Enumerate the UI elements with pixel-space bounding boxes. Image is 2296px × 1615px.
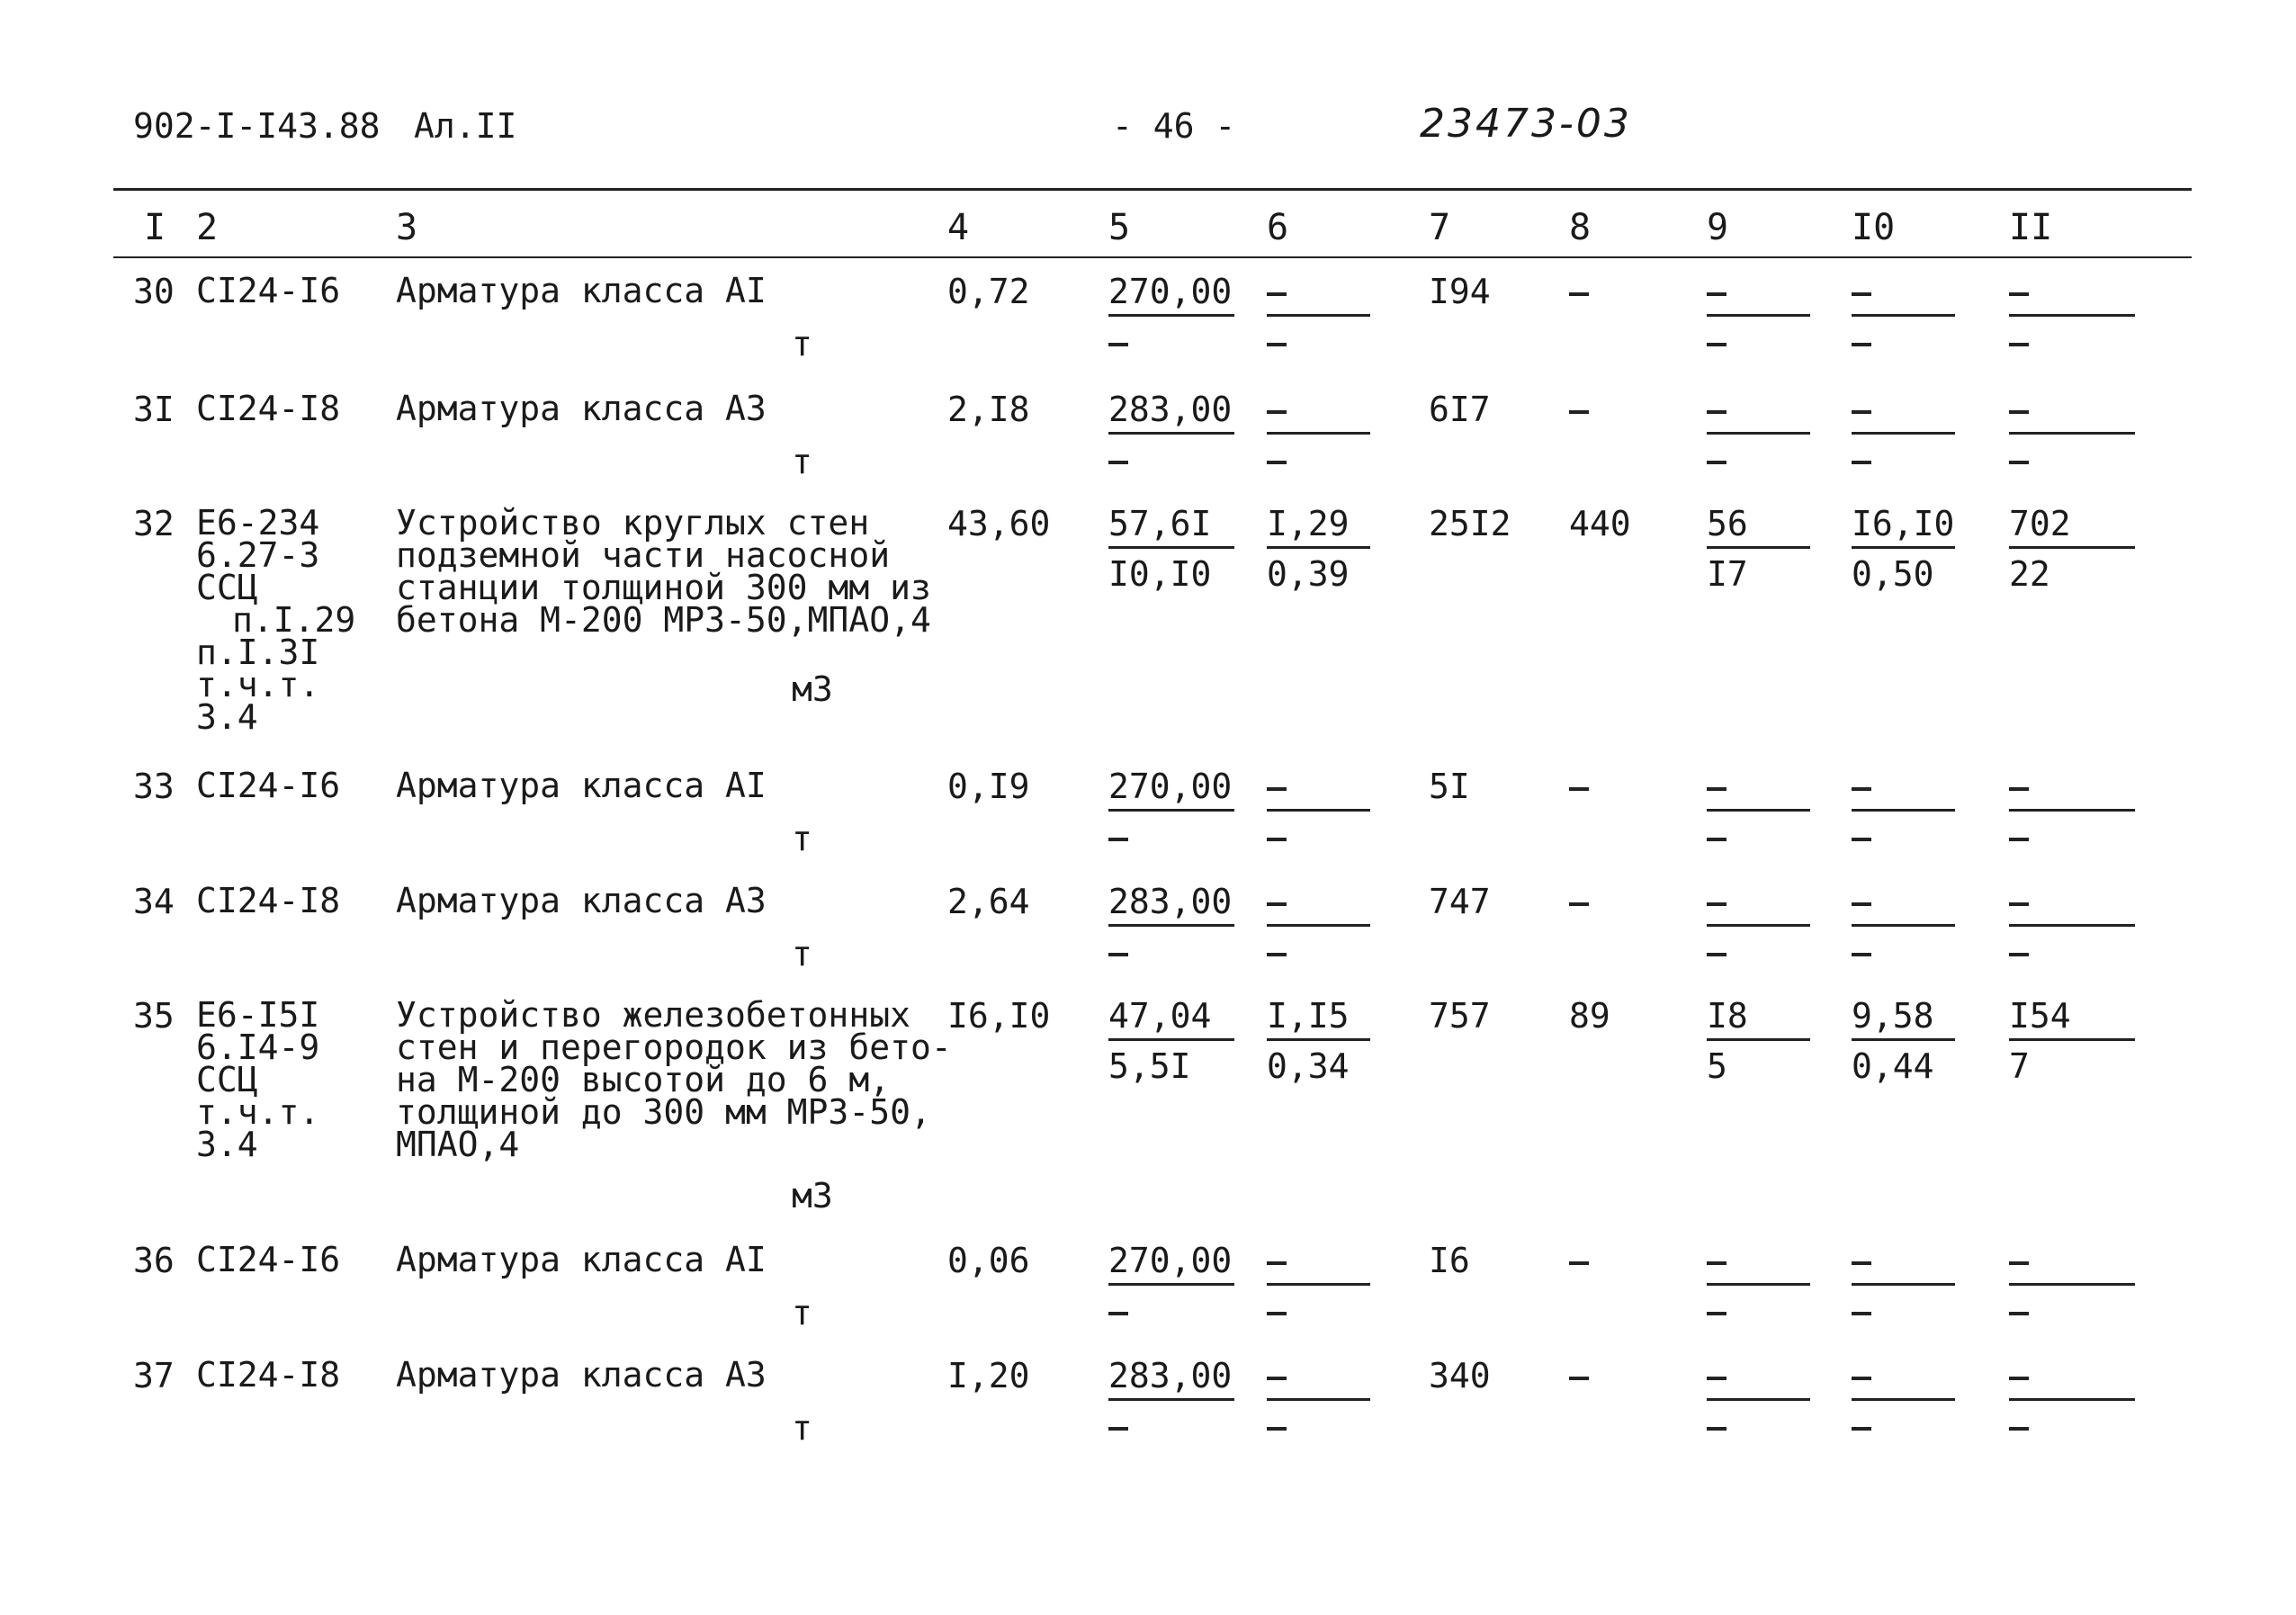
col-10-numerator xyxy=(1852,274,1872,309)
col-9-numerator xyxy=(1707,1243,1727,1278)
blank-dash-top xyxy=(2009,787,2029,791)
blank-dash-bottom xyxy=(2009,1427,2029,1431)
column-header-9: 9 xyxy=(1707,207,1729,248)
quantity: 2,64 xyxy=(947,882,1030,921)
blank-dash-bottom xyxy=(1852,1312,1871,1315)
fraction-bar xyxy=(2009,432,2135,435)
blank-dash-top xyxy=(1852,1377,1871,1380)
work-description-line: Арматура класса АI xyxy=(396,271,767,310)
blank-dash-bottom xyxy=(1707,838,1726,841)
col-11-numerator xyxy=(2009,392,2030,426)
fraction-bar xyxy=(1707,1283,1810,1286)
col-9-denominator xyxy=(1707,1409,1727,1443)
col-11-denominator xyxy=(2009,325,2030,359)
col-6-denominator xyxy=(1267,935,1287,969)
fraction-bar xyxy=(1707,314,1810,317)
column-header-4: 4 xyxy=(947,207,970,248)
fraction-bar xyxy=(2009,546,2135,549)
blank-dash xyxy=(1569,1261,1589,1265)
blank-dash-top xyxy=(2009,292,2029,296)
row-number: 37 xyxy=(133,1356,175,1395)
col-11-numerator: I54 xyxy=(2009,996,2071,1036)
work-description-line: Арматура класса АI xyxy=(396,1240,767,1279)
col-7-value: 6I7 xyxy=(1429,390,1491,429)
blank-dash-top xyxy=(2009,1261,2029,1265)
blank-dash-top xyxy=(1852,292,1871,296)
fraction-bar xyxy=(1108,314,1234,317)
fraction-bar xyxy=(1852,1283,1955,1286)
blank-dash-top xyxy=(1852,1261,1871,1265)
col-11-denominator xyxy=(2009,935,2030,969)
work-description-line: станции толщиной 300 мм из xyxy=(396,568,931,607)
fraction-bar xyxy=(2009,1283,2135,1286)
col-10-numerator: I6,I0 xyxy=(1852,504,1955,543)
blank-dash xyxy=(1569,292,1589,296)
col-6-numerator: I,29 xyxy=(1267,504,1350,543)
blank-dash-top xyxy=(1852,902,1871,906)
column-header-7: 7 xyxy=(1429,207,1451,248)
rate-code-line: CI24-I6 xyxy=(196,766,341,805)
col-6-denominator xyxy=(1267,325,1287,359)
unit-of-measure: т xyxy=(792,1293,812,1332)
fraction-bar xyxy=(1852,432,1955,435)
fraction-bar xyxy=(1852,924,1955,927)
work-description-line: Арматура класса А3 xyxy=(396,1355,767,1395)
col-6-numerator xyxy=(1267,884,1287,919)
col-9-denominator: 5 xyxy=(1707,1046,1727,1086)
col-5-numerator: 270,00 xyxy=(1108,1241,1233,1280)
col-9-numerator xyxy=(1707,274,1727,309)
col-8-value: 440 xyxy=(1569,504,1631,543)
column-header-10: I0 xyxy=(1852,207,1896,248)
rate-code-line: Е6-I5I xyxy=(196,995,320,1035)
col-11-denominator: 22 xyxy=(2009,554,2050,594)
blank-dash-top xyxy=(1707,787,1726,791)
fraction-bar xyxy=(1267,546,1370,549)
col-6-numerator xyxy=(1267,392,1287,426)
fraction-bar xyxy=(2009,314,2135,317)
col-10-denominator: 0,50 xyxy=(1852,554,1934,594)
col-10-numerator xyxy=(1852,1243,1872,1278)
work-description-line: Арматура класса А3 xyxy=(396,881,767,920)
fraction-bar xyxy=(1707,432,1810,435)
blank-dash-top xyxy=(2009,410,2029,414)
blank-dash-bottom xyxy=(2009,1312,2029,1315)
rate-code-line: 3.4 xyxy=(196,697,258,737)
fraction-bar xyxy=(1108,924,1234,927)
row-number: 32 xyxy=(133,504,175,543)
col-5-denominator xyxy=(1108,443,1129,477)
col-9-numerator xyxy=(1707,1359,1727,1393)
col-5-numerator: 270,00 xyxy=(1108,272,1233,311)
quantity: 0,72 xyxy=(947,272,1030,311)
rate-code-line: п.I.3I xyxy=(196,633,320,672)
column-header-11: II xyxy=(2009,207,2053,248)
col-5-numerator: 270,00 xyxy=(1108,767,1233,806)
quantity: I6,I0 xyxy=(947,996,1051,1036)
blank-dash xyxy=(1569,787,1589,791)
col-6-denominator xyxy=(1267,1294,1287,1328)
col-9-denominator xyxy=(1707,1294,1727,1328)
col-8-value xyxy=(1569,1359,1590,1393)
col-10-numerator xyxy=(1852,1359,1872,1393)
blank-dash-top xyxy=(1707,410,1726,414)
col-7-value: I6 xyxy=(1429,1241,1470,1280)
work-description-line: на М-200 высотой до 6 м, xyxy=(396,1060,891,1099)
col-8-value xyxy=(1569,769,1590,803)
blank-dash-bottom xyxy=(2009,953,2029,956)
rate-code-line: CI24-I8 xyxy=(196,881,341,920)
col-5-numerator: 57,6I xyxy=(1108,504,1212,543)
col-11-denominator xyxy=(2009,820,2030,854)
col-7-value: 5I xyxy=(1429,767,1470,806)
blank-dash-bottom xyxy=(2009,343,2029,346)
header-bottom-rule xyxy=(113,256,2192,258)
col-9-denominator: I7 xyxy=(1707,554,1748,594)
quantity: I,20 xyxy=(947,1356,1030,1395)
col-10-denominator xyxy=(1852,935,1872,969)
column-header-2: 2 xyxy=(196,207,219,248)
rate-code-line: CI24-I6 xyxy=(196,1240,341,1279)
blank-dash-bottom xyxy=(1108,1427,1128,1431)
fraction-bar xyxy=(1852,314,1955,317)
col-7-value: I94 xyxy=(1429,272,1491,311)
blank-dash-top xyxy=(1852,410,1871,414)
col-10-numerator: 9,58 xyxy=(1852,996,1934,1036)
col-9-numerator xyxy=(1707,392,1727,426)
column-header-5: 5 xyxy=(1108,207,1131,248)
blank-dash-bottom xyxy=(1707,1312,1726,1315)
table-top-rule xyxy=(113,188,2192,191)
blank-dash-bottom xyxy=(1108,838,1128,841)
rate-code-line: CI24-I8 xyxy=(196,389,341,428)
blank-dash-bottom xyxy=(1108,343,1128,346)
unit-of-measure: т xyxy=(792,442,812,481)
col-9-numerator: 56 xyxy=(1707,504,1748,543)
blank-dash-top xyxy=(1267,787,1287,791)
blank-dash-bottom xyxy=(1707,953,1726,956)
row-number: 36 xyxy=(133,1241,175,1280)
blank-dash-bottom xyxy=(1852,343,1871,346)
col-9-denominator xyxy=(1707,820,1727,854)
blank-dash-bottom xyxy=(1267,953,1287,956)
col-9-denominator xyxy=(1707,325,1727,359)
col-8-value xyxy=(1569,392,1590,426)
col-11-numerator xyxy=(2009,274,2030,309)
fraction-bar xyxy=(1707,1398,1810,1401)
col-11-denominator xyxy=(2009,1294,2030,1328)
col-6-numerator: I,I5 xyxy=(1267,996,1350,1036)
fraction-bar xyxy=(2009,924,2135,927)
col-9-denominator xyxy=(1707,935,1727,969)
blank-dash xyxy=(1569,1377,1589,1380)
work-description-line: Устройство железобетонных xyxy=(396,995,910,1035)
rate-code-line: CI24-I6 xyxy=(196,271,341,310)
fraction-bar xyxy=(1267,924,1370,927)
blank-dash-top xyxy=(1707,902,1726,906)
col-10-denominator xyxy=(1852,325,1872,359)
col-8-value xyxy=(1569,274,1590,309)
blank-dash-top xyxy=(1267,1261,1287,1265)
quantity: 43,60 xyxy=(947,504,1051,543)
col-11-numerator xyxy=(2009,769,2030,803)
work-description-line: толщиной до 300 мм МРЗ-50, xyxy=(396,1092,931,1132)
fraction-bar xyxy=(1707,924,1810,927)
col-11-denominator: 7 xyxy=(2009,1046,2030,1086)
col-11-numerator xyxy=(2009,884,2030,919)
col-8-value xyxy=(1569,884,1590,919)
blank-dash-bottom xyxy=(1852,838,1871,841)
blank-dash-bottom xyxy=(1707,343,1726,346)
col-6-denominator xyxy=(1267,1409,1287,1443)
fraction-bar xyxy=(1707,809,1810,812)
col-5-numerator: 283,00 xyxy=(1108,1356,1233,1395)
fraction-bar xyxy=(1267,1398,1370,1401)
col-9-numerator xyxy=(1707,884,1727,919)
rate-code-line: п.I.29 xyxy=(232,600,356,640)
col-6-denominator: 0,34 xyxy=(1267,1046,1350,1086)
blank-dash-top xyxy=(1852,787,1871,791)
col-6-numerator xyxy=(1267,769,1287,803)
quantity: 0,06 xyxy=(947,1241,1030,1280)
fraction-bar xyxy=(1108,1283,1234,1286)
blank-dash-top xyxy=(2009,902,2029,906)
col-5-denominator xyxy=(1108,935,1129,969)
fraction-bar xyxy=(1108,1038,1234,1041)
col-5-denominator xyxy=(1108,1409,1129,1443)
col-10-numerator xyxy=(1852,884,1872,919)
fraction-bar xyxy=(1852,809,1955,812)
col-10-denominator xyxy=(1852,443,1872,477)
fraction-bar xyxy=(1108,546,1234,549)
work-description-line: Арматура класса А3 xyxy=(396,389,767,428)
col-9-numerator xyxy=(1707,769,1727,803)
blank-dash-top xyxy=(1707,1261,1726,1265)
fraction-bar xyxy=(1267,432,1370,435)
col-8-value: 89 xyxy=(1569,996,1610,1036)
work-description-line: бетона М-200 МРЗ-50,МПАО,4 xyxy=(396,600,931,640)
column-header-3: 3 xyxy=(396,207,418,248)
col-7-value: 25I2 xyxy=(1429,504,1511,543)
col-6-denominator xyxy=(1267,820,1287,854)
blank-dash-top xyxy=(1707,1377,1726,1380)
fraction-bar xyxy=(1852,546,1955,549)
unit-of-measure: т xyxy=(792,819,812,858)
col-6-denominator xyxy=(1267,443,1287,477)
col-10-numerator xyxy=(1852,392,1872,426)
column-header-8: 8 xyxy=(1569,207,1592,248)
blank-dash-bottom xyxy=(1852,1427,1871,1431)
rate-code-line: 6.I4-9 xyxy=(196,1027,320,1067)
fraction-bar xyxy=(1108,809,1234,812)
fraction-bar xyxy=(1707,1038,1810,1041)
document-code: 902-I-I43.88 xyxy=(133,106,381,146)
row-number: 3I xyxy=(133,390,175,429)
work-description-line: Арматура класса АI xyxy=(396,766,767,805)
blank-dash-bottom xyxy=(1108,461,1128,464)
col-11-numerator xyxy=(2009,1359,2030,1393)
row-number: 30 xyxy=(133,272,175,311)
fraction-bar xyxy=(1267,1038,1370,1041)
fraction-bar xyxy=(2009,1038,2135,1041)
row-number: 35 xyxy=(133,996,175,1036)
fraction-bar xyxy=(1707,546,1810,549)
rate-code-line: CI24-I8 xyxy=(196,1355,341,1395)
col-5-denominator: 5,5I xyxy=(1108,1046,1191,1086)
blank-dash-top xyxy=(2009,1377,2029,1380)
quantity: 0,I9 xyxy=(947,767,1030,806)
fraction-bar xyxy=(1852,1398,1955,1401)
rate-code-line: 3.4 xyxy=(196,1125,258,1164)
fraction-bar xyxy=(2009,809,2135,812)
col-6-numerator xyxy=(1267,1359,1287,1393)
col-5-denominator xyxy=(1108,325,1129,359)
column-header-6: 6 xyxy=(1267,207,1289,248)
rate-code-line: т.ч.т. xyxy=(196,1092,320,1132)
unit-of-measure: т xyxy=(792,324,812,363)
col-5-denominator: I0,I0 xyxy=(1108,554,1212,594)
col-8-value xyxy=(1569,1243,1590,1278)
unit-of-measure: м3 xyxy=(792,669,833,709)
rate-code-line: 6.27-3 xyxy=(196,535,320,575)
col-11-numerator xyxy=(2009,1243,2030,1278)
fraction-bar xyxy=(1267,809,1370,812)
row-number: 34 xyxy=(133,882,175,921)
inventory-number: 23473-03 xyxy=(1420,101,1632,147)
blank-dash-top xyxy=(1267,902,1287,906)
blank-dash xyxy=(1569,902,1589,906)
row-number: 33 xyxy=(133,767,175,806)
col-10-denominator xyxy=(1852,820,1872,854)
col-10-numerator xyxy=(1852,769,1872,803)
blank-dash-bottom xyxy=(1267,461,1287,464)
blank-dash-bottom xyxy=(1267,1427,1287,1431)
work-description-line: подземной части насосной xyxy=(396,535,891,575)
blank-dash-top xyxy=(1267,410,1287,414)
col-5-numerator: 47,04 xyxy=(1108,996,1212,1036)
col-5-numerator: 283,00 xyxy=(1108,882,1233,921)
fraction-bar xyxy=(1267,314,1370,317)
blank-dash-top xyxy=(1267,292,1287,296)
rate-code-line: ССЦ xyxy=(196,1060,258,1099)
unit-of-measure: т xyxy=(792,1408,812,1448)
page-number: - 46 - xyxy=(1112,106,1236,146)
blank-dash-bottom xyxy=(1852,953,1871,956)
work-description-line: Устройство круглых стен xyxy=(396,503,870,543)
blank-dash-bottom xyxy=(1852,461,1871,464)
rate-code-line: ССЦ xyxy=(196,568,258,607)
col-5-denominator xyxy=(1108,820,1129,854)
unit-of-measure: м3 xyxy=(792,1176,833,1216)
col-10-denominator xyxy=(1852,1294,1872,1328)
fraction-bar xyxy=(1852,1038,1955,1041)
col-6-denominator: 0,39 xyxy=(1267,554,1350,594)
col-6-numerator xyxy=(1267,1243,1287,1278)
col-5-denominator xyxy=(1108,1294,1129,1328)
fraction-bar xyxy=(2009,1398,2135,1401)
blank-dash-bottom xyxy=(1707,1427,1726,1431)
column-header-1: I xyxy=(144,207,166,248)
col-9-denominator xyxy=(1707,443,1727,477)
fraction-bar xyxy=(1108,1398,1234,1401)
blank-dash-bottom xyxy=(1267,1312,1287,1315)
blank-dash xyxy=(1569,410,1589,414)
col-9-numerator: I8 xyxy=(1707,996,1748,1036)
fraction-bar xyxy=(1108,432,1234,435)
work-description-line: стен и перегородок из бето- xyxy=(396,1027,952,1067)
blank-dash-top xyxy=(1707,292,1726,296)
rate-code-line: т.ч.т. xyxy=(196,665,320,704)
col-6-numerator xyxy=(1267,274,1287,309)
col-11-numerator: 702 xyxy=(2009,504,2071,543)
blank-dash-top xyxy=(1267,1377,1287,1380)
blank-dash-bottom xyxy=(1267,838,1287,841)
col-7-value: 757 xyxy=(1429,996,1491,1036)
blank-dash-bottom xyxy=(1108,1312,1128,1315)
fraction-bar xyxy=(1267,1283,1370,1286)
blank-dash-bottom xyxy=(2009,838,2029,841)
rate-code-line: Е6-234 xyxy=(196,503,320,543)
blank-dash-bottom xyxy=(2009,461,2029,464)
blank-dash-bottom xyxy=(1267,343,1287,346)
blank-dash-bottom xyxy=(1707,461,1726,464)
col-11-denominator xyxy=(2009,1409,2030,1443)
col-5-numerator: 283,00 xyxy=(1108,390,1233,429)
col-7-value: 747 xyxy=(1429,882,1491,921)
col-11-denominator xyxy=(2009,443,2030,477)
work-description-line: МПАО,4 xyxy=(396,1125,520,1164)
col-10-denominator xyxy=(1852,1409,1872,1443)
quantity: 2,I8 xyxy=(947,390,1030,429)
blank-dash-bottom xyxy=(1108,953,1128,956)
col-7-value: 340 xyxy=(1429,1356,1491,1395)
album-number: Ал.II xyxy=(414,106,517,146)
unit-of-measure: т xyxy=(792,934,812,973)
col-10-denominator: 0,44 xyxy=(1852,1046,1934,1086)
